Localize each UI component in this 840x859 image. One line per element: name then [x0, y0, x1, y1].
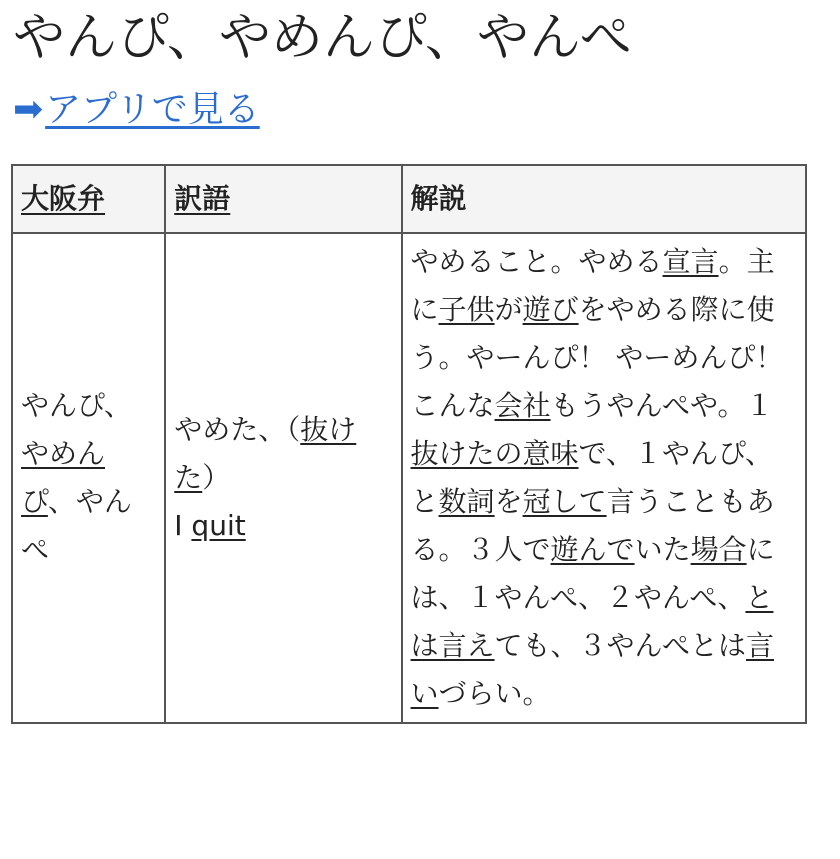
cell-text: で、１やんぴ、と [410, 437, 773, 518]
word-link[interactable]: やめんぴ [21, 437, 106, 518]
open-in-app-label: アプリで見る [45, 89, 260, 130]
cell-text: もうやんぺや。１ [550, 389, 774, 422]
dictionary-table [11, 164, 807, 724]
cell-text: やんぴ、 [21, 389, 132, 422]
cell-text: I [174, 509, 192, 542]
word-link[interactable]: とは言え [410, 581, 774, 662]
table-row [12, 233, 806, 723]
word-link[interactable]: 遊んで [550, 533, 635, 566]
cell-text: 言うこともある。３人で [410, 485, 775, 566]
cell-text: が [494, 293, 523, 326]
column-header-osaka-label[interactable]: 大阪弁 [21, 182, 106, 215]
cell-text: 、やんぺ [21, 485, 132, 566]
cell-text: やめた、（ [174, 413, 301, 446]
word-link[interactable]: 会社 [494, 389, 551, 422]
cell-text: には、１やんぺ、２やんぺ、 [410, 533, 775, 614]
word-link[interactable]: 場合 [690, 533, 747, 566]
column-header-translation[interactable] [165, 165, 401, 233]
word-link[interactable]: 遊び [522, 293, 579, 326]
column-header-explanation [402, 165, 806, 233]
page-title: やんぴ、やめんぴ、やんぺ [13, 8, 632, 68]
cell-text: いた [634, 533, 691, 566]
open-in-app-link[interactable] [13, 82, 260, 138]
cell-text: を [494, 485, 523, 518]
cell-text: 。主に [410, 245, 775, 326]
table-header-row [12, 165, 806, 233]
word-link[interactable]: 冠して [522, 485, 607, 518]
word-link[interactable]: 数詞 [438, 485, 495, 518]
cell-text: ても、３やんぺとは [494, 629, 746, 662]
word-link[interactable]: 言い [410, 629, 775, 710]
cell-text: ） [202, 461, 231, 494]
cell-text: をやめる際に使う。やーんぴ！ やーめんぴ！ こんな [410, 293, 784, 422]
cell-translation [165, 233, 401, 723]
cell-text: やめること。やめる [410, 245, 663, 278]
cell-text: づらい。 [438, 677, 551, 710]
word-link[interactable]: 抜けた [174, 413, 357, 494]
cell-osaka-term [12, 233, 165, 723]
word-link[interactable]: quit [191, 509, 246, 542]
word-link[interactable]: 抜けたの意味 [410, 437, 579, 470]
column-header-translation-label[interactable]: 訳語 [174, 182, 231, 215]
column-header-explanation-label: 解説 [410, 182, 467, 215]
column-header-osaka[interactable] [12, 165, 165, 233]
word-link[interactable]: 宣言 [662, 245, 719, 278]
arrow-right-icon: ➡ [13, 89, 44, 130]
cell-explanation [402, 233, 806, 723]
word-link[interactable]: 子供 [438, 293, 495, 326]
